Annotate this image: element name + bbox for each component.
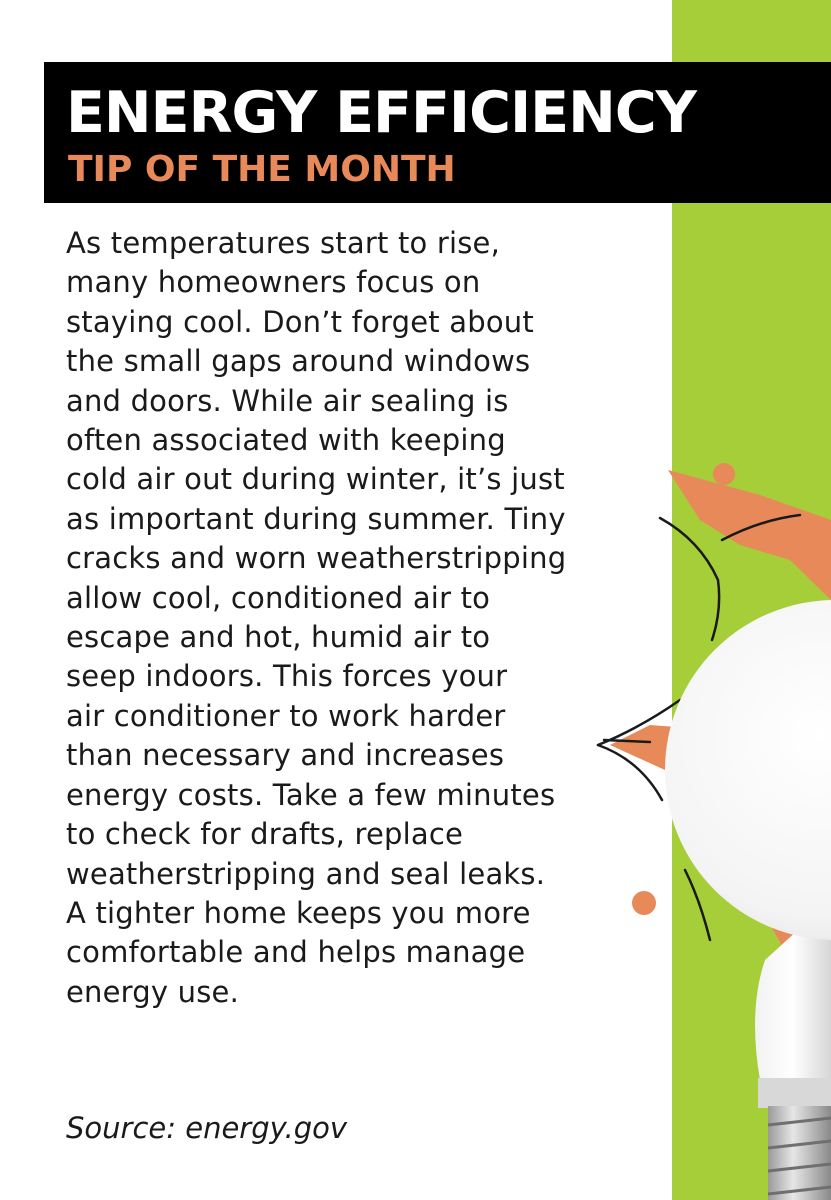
body-line: comfortable and helps manage [66,935,526,970]
body-line: than necessary and increases [66,738,505,773]
body-line: cold air out during winter, it’s just [66,462,565,497]
light-bulb-icon [665,600,831,1200]
body-line: A tighter home keeps you more [66,895,531,930]
body-line: energy costs. Take a few minutes [66,777,556,812]
body-line: cracks and worn weatherstripping [66,541,567,576]
body-line: allow cool, conditioned air to [66,580,491,615]
body-line: often associated with keeping [66,423,506,458]
body-line: escape and hot, humid air to [66,620,491,655]
page-subtitle: TIP OF THE MONTH [68,149,456,190]
orange-splash-top [668,470,831,600]
bulb-globe [665,600,831,940]
body-line: weatherstripping and seal leaks. [66,856,546,891]
page-title: ENERGY EFFICIENCY [66,80,696,146]
body-line: as important during summer. Tiny [66,501,566,536]
body-line: seep indoors. This forces your [66,659,508,694]
body-line: to check for drafts, replace [66,817,464,852]
body-line: many homeowners focus on [66,265,481,300]
body-line: air conditioner to work harder [66,698,506,733]
source-citation: Source: energy.gov [66,1111,348,1145]
bulb-collar [758,1078,831,1108]
body-paragraph [66,224,656,1012]
body-line: As temperatures start to rise, [66,226,501,260]
body-line: the small gaps around windows [66,344,531,379]
body-line: staying cool. Don’t forget about [66,304,534,339]
body-line: and doors. While air sealing is [66,383,509,418]
orange-dot-top [713,463,735,485]
header-banner [44,62,831,203]
body-line: energy use. [66,974,240,1009]
